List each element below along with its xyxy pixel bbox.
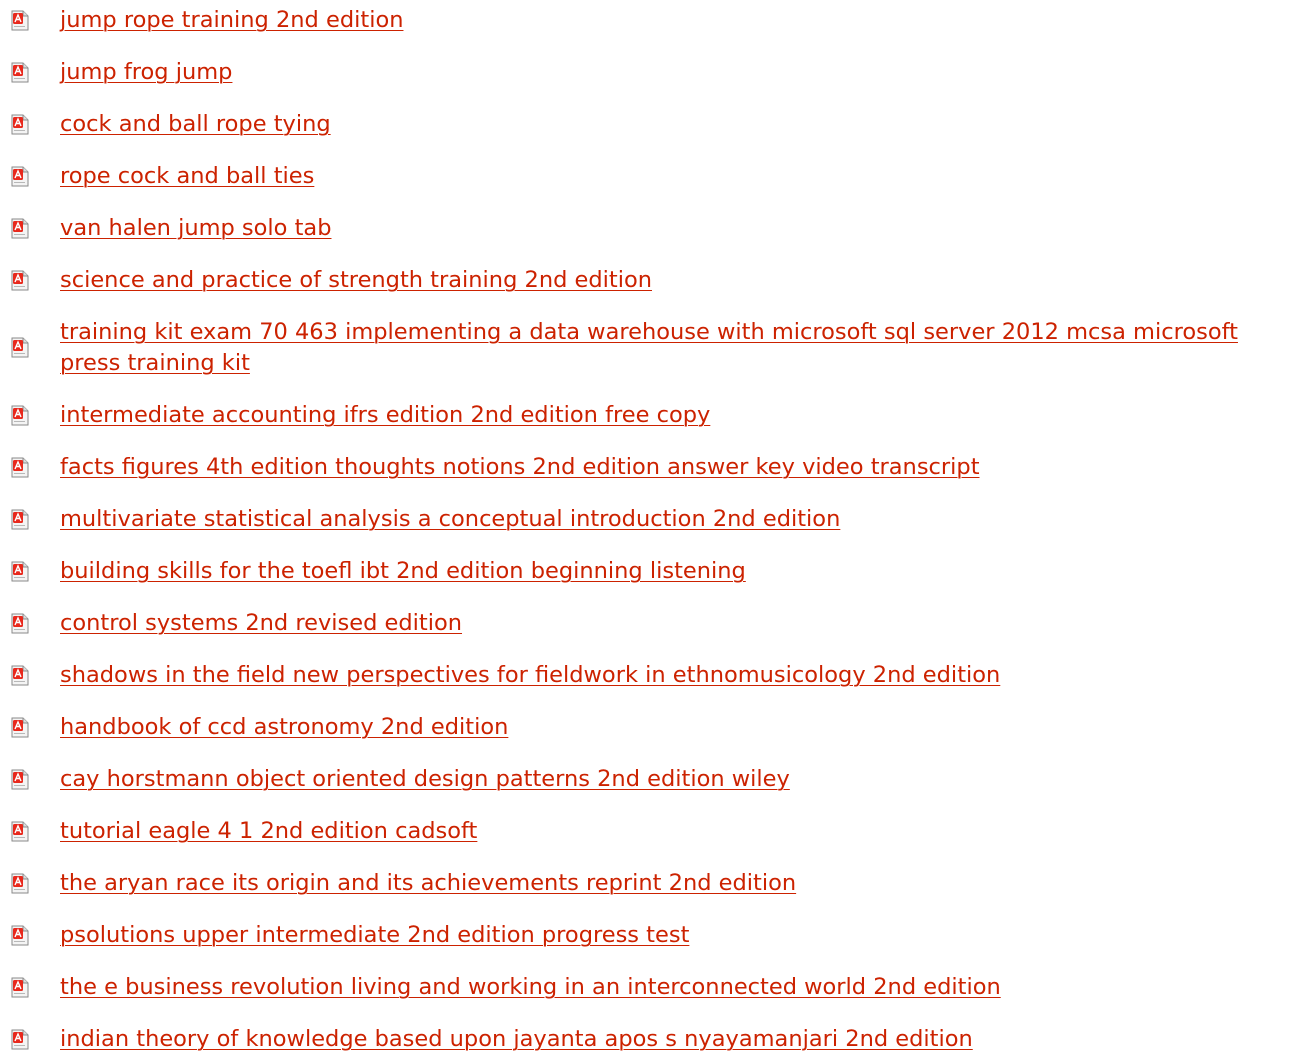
list-item xyxy=(0,556,1298,587)
pdf-link[interactable]: psolutions upper intermediate 2nd edition progress test xyxy=(60,922,690,948)
list-item xyxy=(0,213,1298,244)
pdf-link[interactable]: shadows in the field new perspectives for fieldwork in ethnomusicology 2nd edition xyxy=(60,662,1001,688)
pdf-file-icon xyxy=(10,977,30,998)
pdf-file-icon xyxy=(10,613,30,634)
pdf-file-icon xyxy=(10,62,30,83)
pdf-link[interactable]: training kit exam 70 463 implementing a data warehouse with microsoft sql server 2012 mcsa microsoft press training kit xyxy=(60,319,1238,376)
pdf-link[interactable]: the e business revolution living and working in an interconnected world 2nd edition xyxy=(60,974,1001,1000)
pdf-link[interactable]: tutorial eagle 4 1 2nd edition cadsoft xyxy=(60,818,478,844)
list-item xyxy=(0,400,1298,431)
pdf-file-icon xyxy=(10,1029,30,1050)
pdf-file-icon xyxy=(10,717,30,738)
pdf-file-icon xyxy=(10,509,30,530)
pdf-file-icon xyxy=(10,821,30,842)
pdf-file-icon xyxy=(10,337,30,358)
pdf-file-icon xyxy=(10,925,30,946)
list-item xyxy=(0,5,1298,36)
pdf-link[interactable]: building skills for the toefl ibt 2nd edition beginning listening xyxy=(60,558,746,584)
list-item xyxy=(0,452,1298,483)
list-item xyxy=(0,161,1298,192)
list-item xyxy=(0,920,1298,951)
pdf-file-icon xyxy=(10,873,30,894)
pdf-link[interactable]: science and practice of strength training 2nd edition xyxy=(60,267,652,293)
pdf-link[interactable]: cay horstmann object oriented design patterns 2nd edition wiley xyxy=(60,766,790,792)
list-item xyxy=(0,317,1298,379)
list-item xyxy=(0,764,1298,795)
pdf-link[interactable]: jump rope training 2nd edition xyxy=(60,7,404,33)
list-item xyxy=(0,816,1298,847)
pdf-file-icon xyxy=(10,270,30,291)
pdf-link[interactable]: facts figures 4th edition thoughts notions 2nd edition answer key video transcript xyxy=(60,454,980,480)
pdf-link[interactable]: multivariate statistical analysis a conceptual introduction 2nd edition xyxy=(60,506,841,532)
pdf-file-icon xyxy=(10,218,30,239)
pdf-file-icon xyxy=(10,457,30,478)
pdf-link-list xyxy=(0,5,1298,1055)
pdf-file-icon xyxy=(10,10,30,31)
pdf-link[interactable]: van halen jump solo tab xyxy=(60,215,332,241)
list-item xyxy=(0,972,1298,1003)
list-item xyxy=(0,265,1298,296)
pdf-link[interactable]: intermediate accounting ifrs edition 2nd edition free copy xyxy=(60,402,711,428)
pdf-link[interactable]: jump frog jump xyxy=(60,59,233,85)
list-item xyxy=(0,57,1298,88)
pdf-file-icon xyxy=(10,166,30,187)
list-item xyxy=(0,712,1298,743)
pdf-file-icon xyxy=(10,114,30,135)
pdf-file-icon xyxy=(10,405,30,426)
pdf-link[interactable]: indian theory of knowledge based upon jayanta apos s nyayamanjari 2nd edition xyxy=(60,1026,973,1052)
list-item xyxy=(0,608,1298,639)
list-item xyxy=(0,504,1298,535)
list-item xyxy=(0,868,1298,899)
list-item xyxy=(0,1024,1298,1055)
pdf-link[interactable]: handbook of ccd astronomy 2nd edition xyxy=(60,714,509,740)
pdf-link[interactable]: cock and ball rope tying xyxy=(60,111,331,137)
pdf-link[interactable]: the aryan race its origin and its achievements reprint 2nd edition xyxy=(60,870,797,896)
pdf-file-icon xyxy=(10,561,30,582)
list-item xyxy=(0,109,1298,140)
list-item xyxy=(0,660,1298,691)
pdf-link[interactable]: rope cock and ball ties xyxy=(60,163,315,189)
pdf-file-icon xyxy=(10,769,30,790)
pdf-file-icon xyxy=(10,665,30,686)
pdf-link[interactable]: control systems 2nd revised edition xyxy=(60,610,463,636)
